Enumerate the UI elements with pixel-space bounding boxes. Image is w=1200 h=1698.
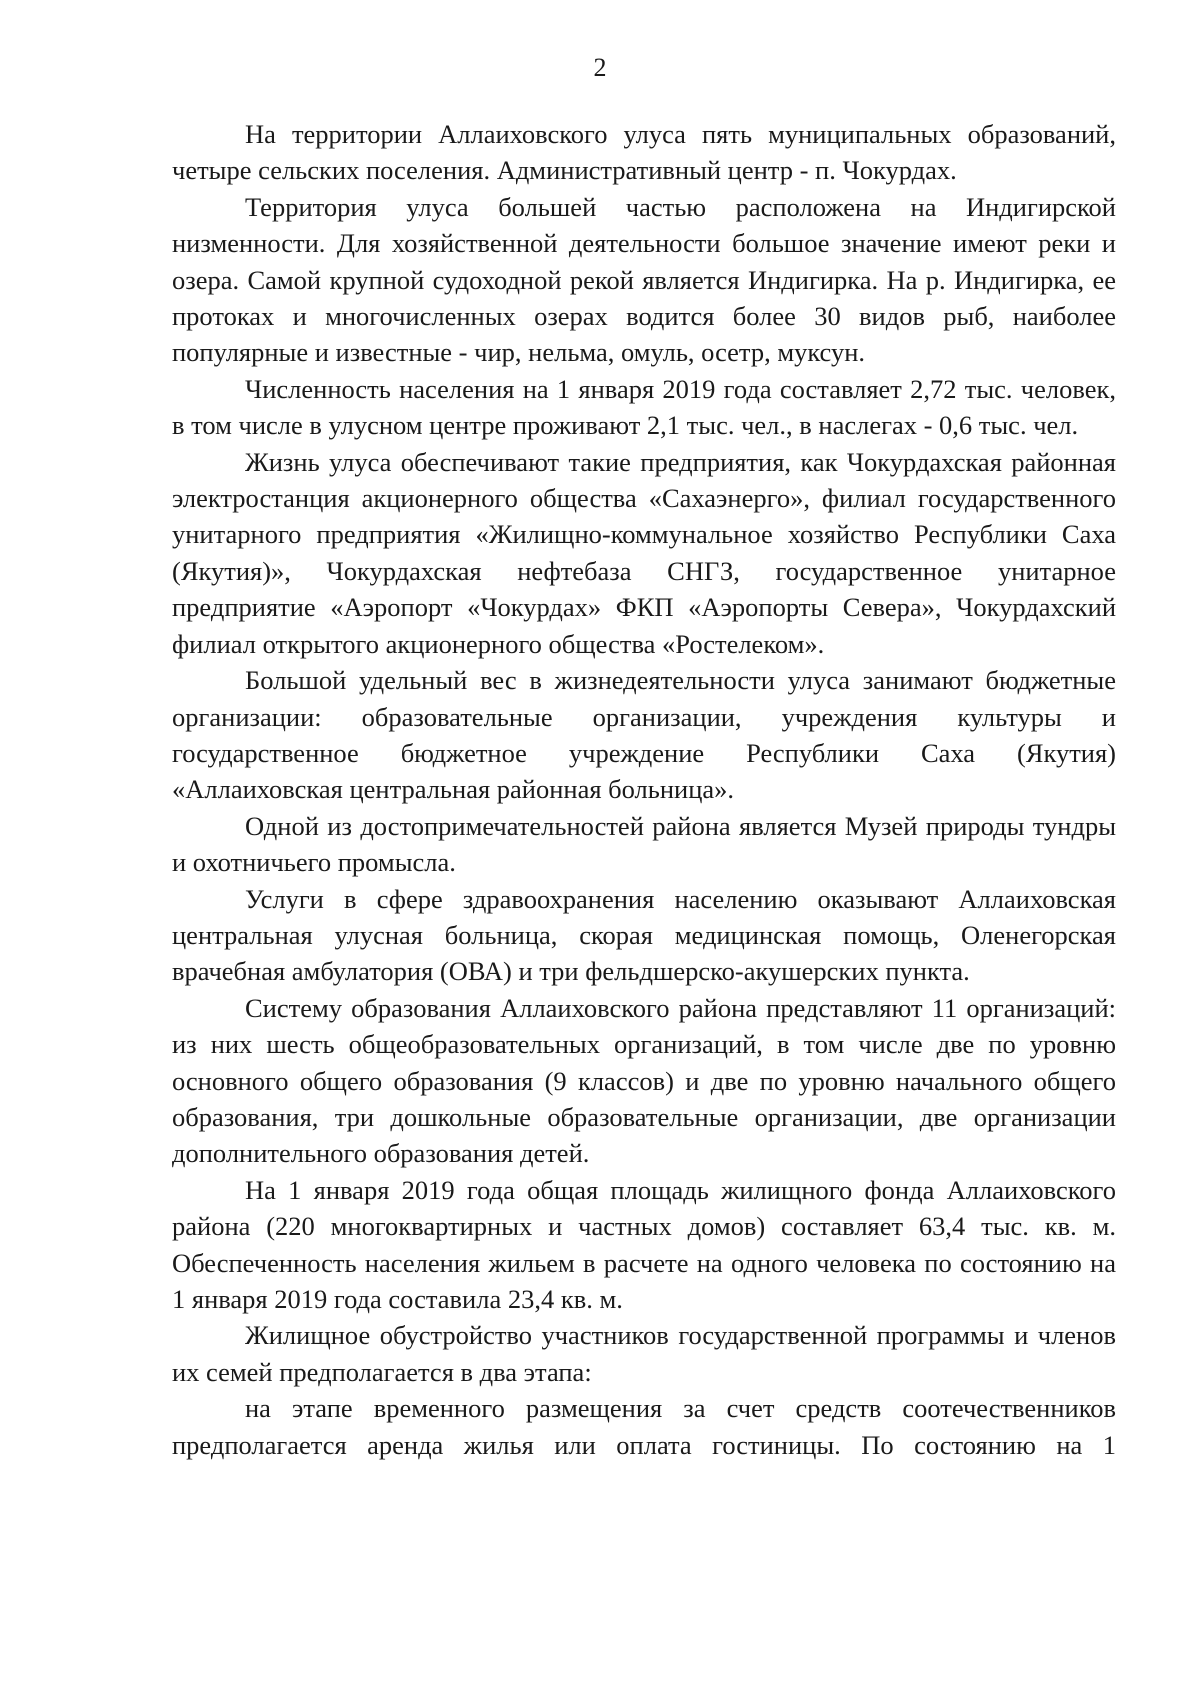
paragraph-territory: Территория улуса большей частью расположена на Индигирской низменности. Для хозяйственной деятельности большое значение имеют реки и озера. Самой крупной судоходной рекой является Индигирка. На р. Индигирка, ее протоках и многочисленных озерах водится более 30 видов рыб, наиболее популярные и известные - чир, нельма, омуль, осетр, муксун.	[172, 191, 1116, 368]
paragraph-museum: Одной из достопримечательностей района является Музей природы тундры и охотничьего промысла.	[172, 810, 1116, 878]
paragraph-healthcare: Услуги в сфере здравоохранения населению оказывают Аллаиховская центральная улусная больница, скорая медицинская помощь, Оленегорская врачебная амбулатория (ОВА) и три фельдшерско-акушерских пункта.	[172, 883, 1116, 987]
paragraph-budget-organizations: Большой удельный вес в жизнедеятельности улуса занимают бюджетные организации: образовательные организации, учреждения культуры и государственное бюджетное учреждение Республики Саха (Якутия) «Аллаиховская центральная районная больница».	[172, 665, 1116, 805]
paragraph-housing-fund: На 1 января 2019 года общая площадь жилищного фонда Аллаиховского района (220 многоквартирных и частных домов) составляет 63,4 тыс. кв. м. Обеспеченность населения жильем в расчете на одного человека по состоянию на 1 января 2019 года составила 23,4 кв. м.	[172, 1174, 1116, 1314]
paragraph-temporary-accommodation: на этапе временного размещения за счет средств соотечественников предполагается аренда жилья или оплата гостиницы. По состоянию на 1	[172, 1393, 1116, 1460]
paragraph-education: Систему образования Аллаиховского района представляют 11 организаций: из них шесть общеобразовательных организаций, в том числе две по уровню основного общего образования (9 классов) и две по уровню начального общего образования, три дошкольные образовательные организации, две организации дополнительного образования детей.	[172, 992, 1116, 1169]
paragraph-population: Численность населения на 1 января 2019 года составляет 2,72 тыс. человек, в том числе в улусном центре проживают 2,1 тыс. чел., в наслегах - 0,6 тыс. чел.	[172, 373, 1116, 441]
paragraph-housing-stages: Жилищное обустройство участников государственной программы и членов их семей предполагается в два этапа:	[172, 1320, 1116, 1387]
paragraph-municipalities: На территории Аллаиховского улуса пять муниципальных образований, четыре сельских поселения. Административный центр - п. Чокурдах.	[172, 119, 1116, 186]
page-number: 2	[593, 53, 607, 82]
document-body	[172, 116, 1116, 1463]
paragraph-enterprises: Жизнь улуса обеспечивают такие предприятия, как Чокурдахская районная электростанция акционерного общества «Сахаэнерго», филиал государственного унитарного предприятия «Жилищно-коммунальное хозяйство Республики Саха (Якутия)», Чокурдахская нефтебаза СНГЗ, государственное унитарное предприятие «Аэропорт «Чокурдах» ФКП «Аэропорты Севера», Чокурдахский филиал открытого акционерного общества «Ростелеком».	[172, 446, 1116, 659]
